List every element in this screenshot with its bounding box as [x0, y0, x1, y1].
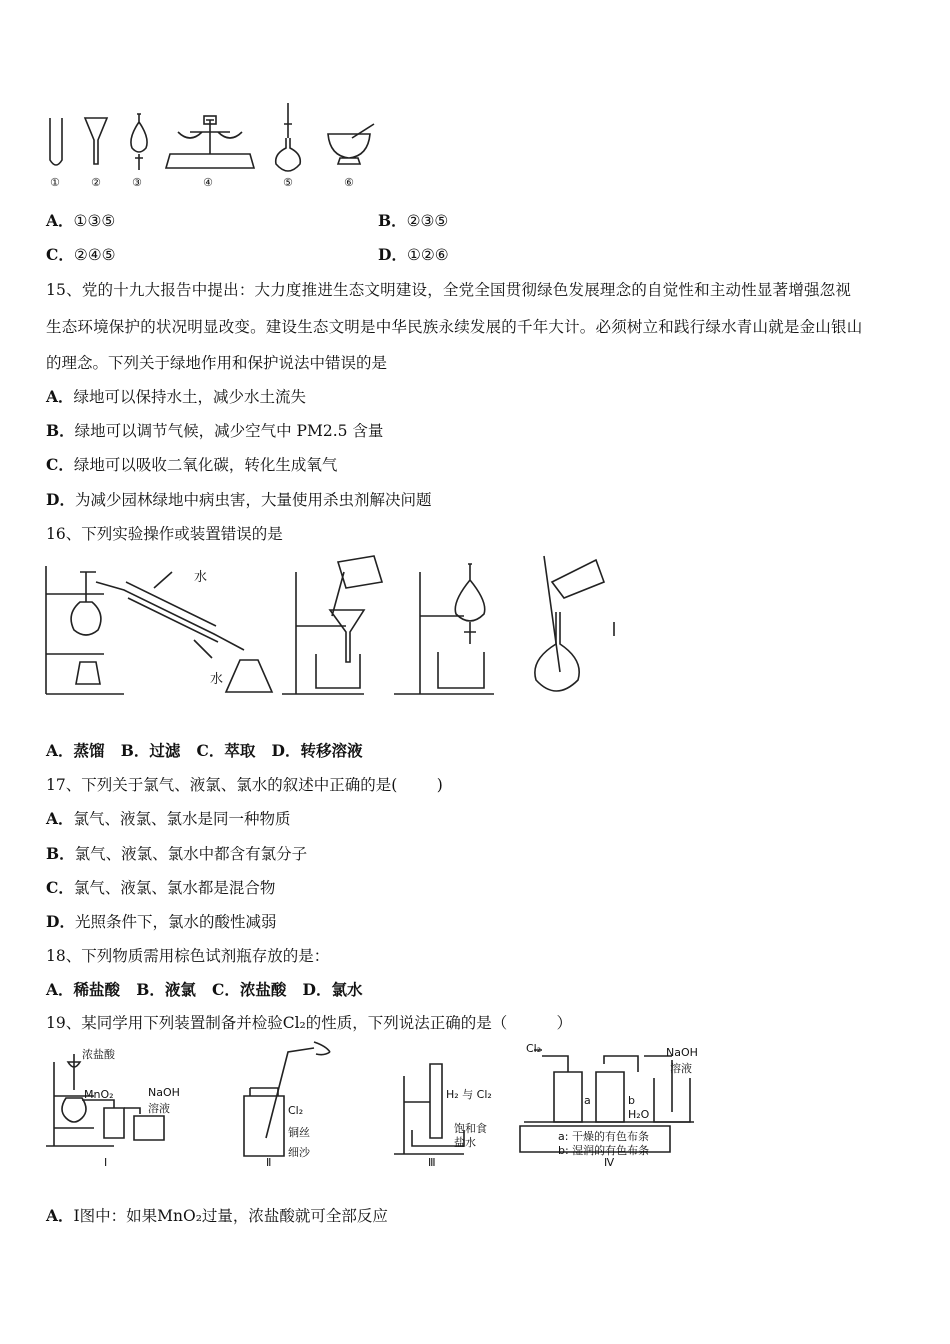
- fig-iv-legend-b: b: 湿润的有色布条: [558, 1144, 650, 1157]
- fig-ii-label-sand: 细沙: [288, 1146, 310, 1159]
- fig-iv-legend-a: a: 干燥的有色布条: [558, 1130, 649, 1143]
- funnel-icon: [85, 118, 107, 164]
- fig-ii-label-copper: 铜丝: [288, 1126, 310, 1139]
- q19-option-a: A．Ⅰ图中：如果MnO₂过量，浓盐酸就可全部反应: [46, 1206, 388, 1225]
- q19-apparatus-figure: [44, 1042, 714, 1172]
- fig-iii-label-h2-cl2: H₂ 与 Cl₂: [446, 1088, 492, 1101]
- fig-iv-roman: Ⅳ: [604, 1156, 615, 1169]
- fig-iv-label-solution: 溶液: [670, 1062, 692, 1075]
- extraction-apparatus-icon: [394, 564, 494, 694]
- mortar-pestle-icon: [328, 124, 374, 164]
- q16-water-label-1: 水: [194, 570, 208, 585]
- apparatus-label-2: ②: [91, 176, 101, 189]
- q17-option-a: A．氯气、液氯、氯水是同一种物质: [46, 809, 291, 828]
- fig-iv-label-naoh: NaOH: [666, 1046, 698, 1059]
- q19-stem: 19、某同学用下列装置制备并检验Cl₂的性质，下列说法正确的是（ ）: [46, 1014, 573, 1032]
- q15-option-b: B．绿地可以调节气候，减少空气中 PM2.5 含量: [46, 421, 384, 440]
- volumetric-flask-transfer-icon: [535, 556, 614, 691]
- q15-option-d: D．为减少园林绿地中病虫害，大量使用杀虫剂解决问题: [46, 490, 432, 509]
- q14-option-c: C．②④⑤: [46, 245, 116, 264]
- fig-i-label-naoh: NaOH: [148, 1086, 180, 1099]
- q17-option-b: B．氯气、液氯、氯水中都含有氯分子: [46, 844, 308, 863]
- fig-iii-label-brine-2: 盐水: [454, 1136, 476, 1149]
- round-bottom-flask-icon: [276, 103, 301, 171]
- q16-drawings: [44, 552, 624, 702]
- apparatus-label-6: ⑥: [344, 176, 354, 189]
- q18-options: A．稀盐酸 B．液氯 C．浓盐酸 D．氯水: [46, 980, 363, 999]
- fig-i-label-solution: 溶液: [148, 1102, 170, 1115]
- q15-stem-line-1: 15、党的十九大报告中提出：大力度推进生态文明建设，全党全国贯彻绿色发展理念的自觉性和主动性显著增强忽视: [46, 281, 852, 299]
- q17-stem: 17、下列关于氯气、液氯、氯水的叙述中正确的是( ): [46, 776, 443, 794]
- apparatus-label-1: ①: [50, 176, 60, 189]
- apparatus-label-4: ④: [203, 176, 213, 189]
- test-tube-icon: [50, 118, 62, 165]
- fig-iv-label-b: b: [628, 1094, 635, 1107]
- q15-option-c: C．绿地可以吸收二氧化碳，转化生成氧气: [46, 455, 338, 474]
- distillation-apparatus-icon: [46, 566, 272, 694]
- q14-option-a: A．①③⑤: [46, 211, 116, 230]
- q17-option-d: D．光照条件下，氯水的酸性减弱: [46, 912, 277, 931]
- fig-iv-label-h2o: H₂O: [628, 1108, 650, 1121]
- fig-ii-label-cl2: Cl₂: [288, 1104, 304, 1117]
- figure-ii-copper-burning-icon: [244, 1042, 330, 1156]
- fig-iii-roman: Ⅲ: [428, 1156, 436, 1169]
- q14-apparatus-figure: [40, 98, 390, 194]
- q15-stem-line-2: 生态环境保护的状况明显改变。建设生态文明是中华民族永续发展的千年大计。必须树立和践行绿水青山就是金山银山: [46, 318, 863, 336]
- fig-iv-label-cl2: Cl₂: [526, 1042, 542, 1055]
- q16-apparatus-figure: [44, 552, 624, 702]
- q16-water-label-2: 水: [210, 672, 224, 687]
- q16-stem: 16、下列实验操作或装置错误的是: [46, 525, 283, 543]
- q16-options: A．蒸馏 B．过滤 C．萃取 D．转移溶液: [46, 741, 363, 760]
- fig-i-label-mno2: MnO₂: [84, 1088, 114, 1101]
- q15-option-a: A．绿地可以保持水土，减少水土流失: [46, 387, 307, 406]
- fig-iv-label-a: a: [584, 1094, 591, 1107]
- apparatus-label-5: ⑤: [283, 176, 293, 189]
- fig-i-label-conc-hcl: 浓盐酸: [82, 1048, 115, 1061]
- q14-option-d: D．①②⑥: [378, 245, 449, 264]
- apparatus-label-3: ③: [132, 176, 142, 189]
- fig-i-roman: Ⅰ: [104, 1156, 108, 1169]
- filtration-apparatus-icon: [282, 556, 382, 694]
- q15-stem-line-3: 的理念。下列关于绿地作用和保护说法中错误的是: [46, 354, 388, 372]
- q17-option-c: C．氯气、液氯、氯水都是混合物: [46, 878, 276, 897]
- q14-option-b: B．②③⑤: [378, 211, 449, 230]
- balance-icon: [166, 116, 254, 168]
- separatory-funnel-icon: [131, 114, 147, 170]
- fig-iii-label-brine-1: 饱和食: [454, 1122, 487, 1135]
- fig-ii-roman: Ⅱ: [266, 1156, 272, 1169]
- q18-stem: 18、下列物质需用棕色试剂瓶存放的是：: [46, 947, 330, 965]
